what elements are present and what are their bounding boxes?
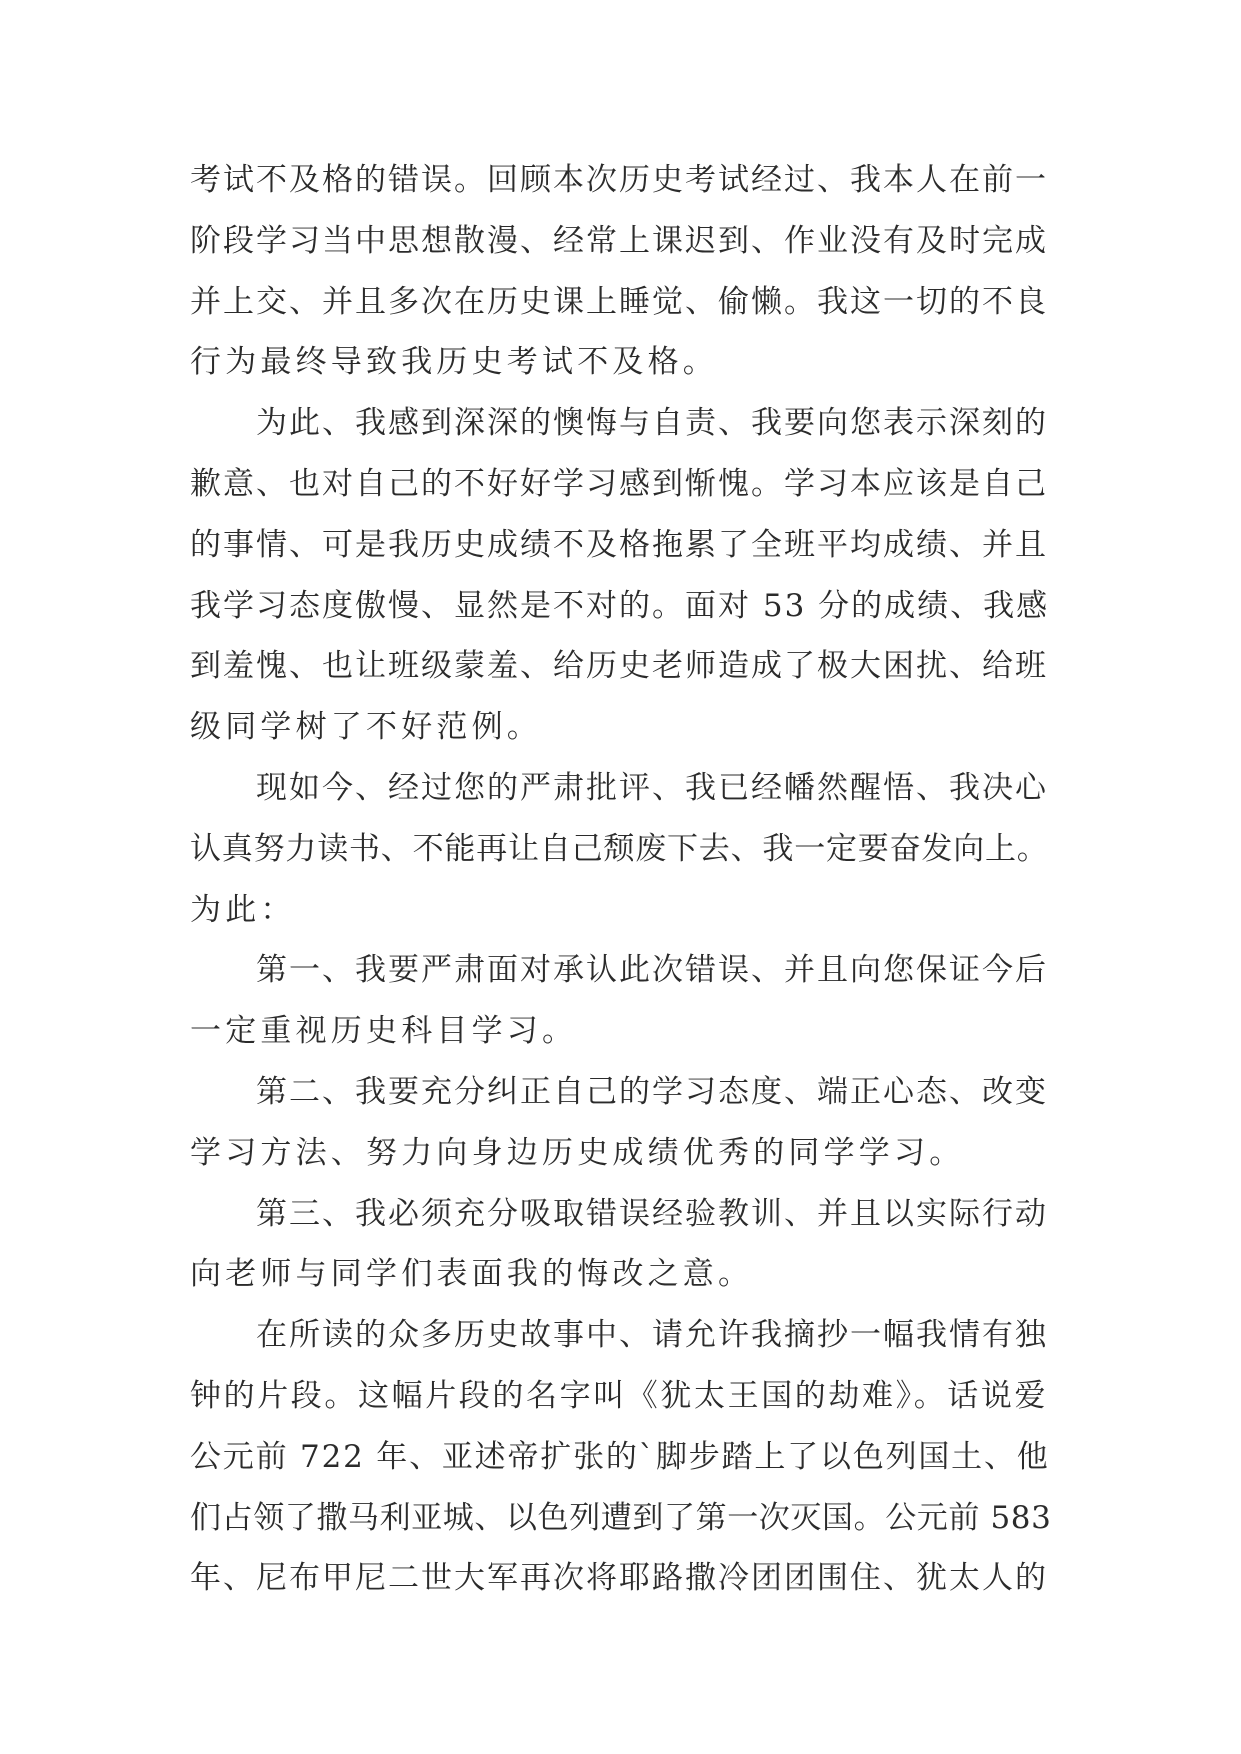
text-line: 们占领了撒马利亚城、以色列遭到了第一次灭国。公元前 583 xyxy=(190,1499,1052,1536)
text-line: 行为最终导致我历史考试不及格。 xyxy=(190,344,718,381)
text-line: 为此、我感到深深的懊悔与自责、我要向您表示深刻的 xyxy=(190,405,1048,442)
text-line: 并上交、并且多次在历史课上睡觉、偷懒。我这一切的不良 xyxy=(190,283,1048,320)
text-line: 学习方法、努力向身边历史成绩优秀的同学学习。 xyxy=(190,1134,965,1171)
text-line: 考试不及格的错误。回顾本次历史考试经过、我本人在前一 xyxy=(190,162,1048,198)
text-line: 向老师与同学们表面我的悔改之意。 xyxy=(190,1256,754,1293)
text-line: 我学习态度傲慢、显然是不对的。面对 53 分的成绩、我感 xyxy=(190,587,1050,624)
text-line: 认真努力读书、不能再让自己颓废下去、我一定要奋发向上。 xyxy=(190,830,1049,867)
text-line: 级同学树了不好范例。 xyxy=(190,709,542,746)
text-line: 现如今、经过您的严肃批评、我已经幡然醒悟、我决心 xyxy=(190,769,1048,806)
text-line: 钟的片段。这幅片段的名字叫《犹太王国的劫难》。话说爱 xyxy=(190,1377,1049,1414)
text-line: 第二、我要充分纠正自己的学习态度、端正心态、改变 xyxy=(190,1073,1048,1110)
text-line: 公元前 722 年、亚述帝扩张的`脚步踏上了以色列国土、他 xyxy=(190,1438,1050,1475)
text-line: 到羞愧、也让班级蒙羞、给历史老师造成了极大困扰、给班 xyxy=(190,648,1048,685)
text-line: 第三、我必须充分吸取错误经验教训、并且以实际行动 xyxy=(190,1195,1048,1232)
text-line: 在所读的众多历史故事中、请允许我摘抄一幅我情有独 xyxy=(190,1317,1048,1354)
text-line: 歉意、也对自己的不好好学习感到惭愧。学习本应该是自己 xyxy=(190,465,1048,502)
text-line: 为此： xyxy=(190,891,296,928)
text-line: 年、尼布甲尼二世大军再次将耶路撒冷团团围住、犹太人的 xyxy=(190,1560,1048,1597)
text-line: 阶段学习当中思想散漫、经常上课迟到、作业没有及时完成 xyxy=(190,222,1048,259)
body-text xyxy=(190,150,1052,1609)
text-line: 第一、我要严肃面对承认此次错误、并且向您保证今后 xyxy=(190,952,1048,989)
text-line: 的事情、可是我历史成绩不及格拖累了全班平均成绩、并且 xyxy=(190,526,1048,563)
text-line: 一定重视历史科目学习。 xyxy=(190,1013,578,1050)
